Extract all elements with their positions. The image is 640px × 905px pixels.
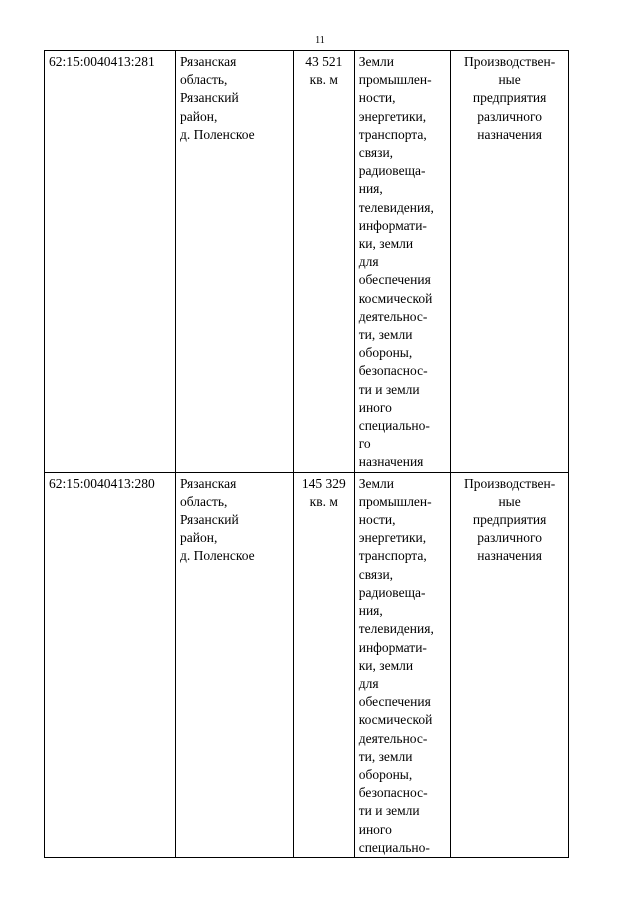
cadastral-number-cell	[45, 472, 176, 857]
address-line: Рязанская	[180, 54, 237, 69]
category-line: для	[358, 675, 379, 691]
category-line: обеспечения	[358, 694, 431, 710]
use-line: предприятия	[472, 512, 547, 528]
area-cell	[293, 51, 354, 473]
category-line: назначения	[358, 454, 424, 470]
use-line: назначения	[477, 548, 542, 564]
category-line: ности,	[358, 90, 396, 106]
category-line: информати-	[358, 217, 427, 233]
category-line: специально-	[358, 418, 430, 434]
category-line: безопаснос-	[358, 785, 428, 801]
use-line: различного	[477, 108, 542, 124]
address-line: район,	[180, 108, 218, 124]
category-line: деятельнос-	[358, 308, 428, 324]
category-line: ти и земли	[358, 803, 420, 819]
category-line: иного	[358, 399, 392, 415]
land-category-cell	[354, 472, 450, 857]
address-cell	[176, 472, 294, 857]
category-line: радиовеща-	[358, 584, 426, 600]
category-line: безопаснос-	[358, 363, 428, 379]
table-row	[45, 51, 569, 473]
use-line: назначения	[477, 126, 542, 142]
category-line: обороны,	[358, 766, 413, 782]
category-line: космической	[358, 290, 433, 306]
address-line: область,	[180, 493, 228, 509]
area-cell	[293, 472, 354, 857]
area-value: 145 329	[301, 475, 346, 491]
category-line: ти, земли	[358, 748, 413, 764]
category-line: телевидения,	[358, 621, 434, 637]
use-line: ные	[498, 493, 521, 509]
category-line: связи,	[358, 566, 394, 582]
area-unit: кв. м	[309, 493, 338, 509]
category-line: транспорта,	[358, 548, 427, 564]
category-line: иного	[358, 821, 392, 837]
category-line: для	[358, 254, 379, 270]
category-line: радиовеща-	[358, 163, 426, 179]
category-line: связи,	[358, 145, 394, 161]
cadastral-number: 62:15:0040413:280	[49, 475, 155, 491]
category-line: промышлен-	[358, 72, 432, 88]
page-number: 11	[315, 35, 325, 46]
category-line: ности,	[358, 512, 396, 528]
category-line: промышлен-	[358, 493, 432, 509]
category-line: Земли	[358, 475, 394, 491]
address-line: Рязанская	[180, 475, 237, 491]
category-line: информати-	[358, 639, 427, 655]
use-line: Производствен-	[463, 475, 556, 491]
address-cell	[176, 51, 294, 473]
category-line: телевидения,	[358, 199, 434, 215]
table-row	[45, 472, 569, 857]
category-line: обеспечения	[358, 272, 431, 288]
address-line: область,	[180, 72, 228, 88]
category-line: энергетики,	[358, 530, 427, 546]
category-line: ния,	[358, 181, 383, 197]
permitted-use-cell	[451, 51, 569, 473]
category-line: транспорта,	[358, 126, 427, 142]
category-line: деятельнос-	[358, 730, 428, 746]
address-line: д. Поленское	[180, 548, 255, 564]
category-line: ки, земли	[358, 657, 414, 673]
category-line: специально-	[358, 839, 430, 855]
address-line: Рязанский	[180, 512, 239, 528]
cadastral-number: 62:15:0040413:281	[49, 54, 155, 69]
permitted-use-cell	[451, 472, 569, 857]
land-plots-table	[44, 50, 569, 858]
category-line: ния,	[358, 603, 383, 619]
cadastral-number-cell	[45, 51, 176, 473]
category-line: го	[358, 436, 371, 452]
use-line: ные	[498, 72, 521, 88]
category-line: ки, земли	[358, 236, 414, 252]
use-line: различного	[477, 530, 542, 546]
address-line: район,	[180, 530, 218, 546]
use-line: Производствен-	[463, 54, 556, 69]
area-value: 43 521	[305, 54, 343, 69]
category-line: ти и земли	[358, 381, 420, 397]
category-line: космической	[358, 712, 433, 728]
area-unit: кв. м	[309, 72, 338, 88]
land-category-cell	[354, 51, 450, 473]
address-line: Рязанский	[180, 90, 239, 106]
address-line: д. Поленское	[180, 126, 255, 142]
category-line: энергетики,	[358, 108, 427, 124]
category-line: Земли	[358, 54, 394, 69]
category-line: ти, земли	[358, 327, 413, 343]
use-line: предприятия	[472, 90, 547, 106]
category-line: обороны,	[358, 345, 413, 361]
